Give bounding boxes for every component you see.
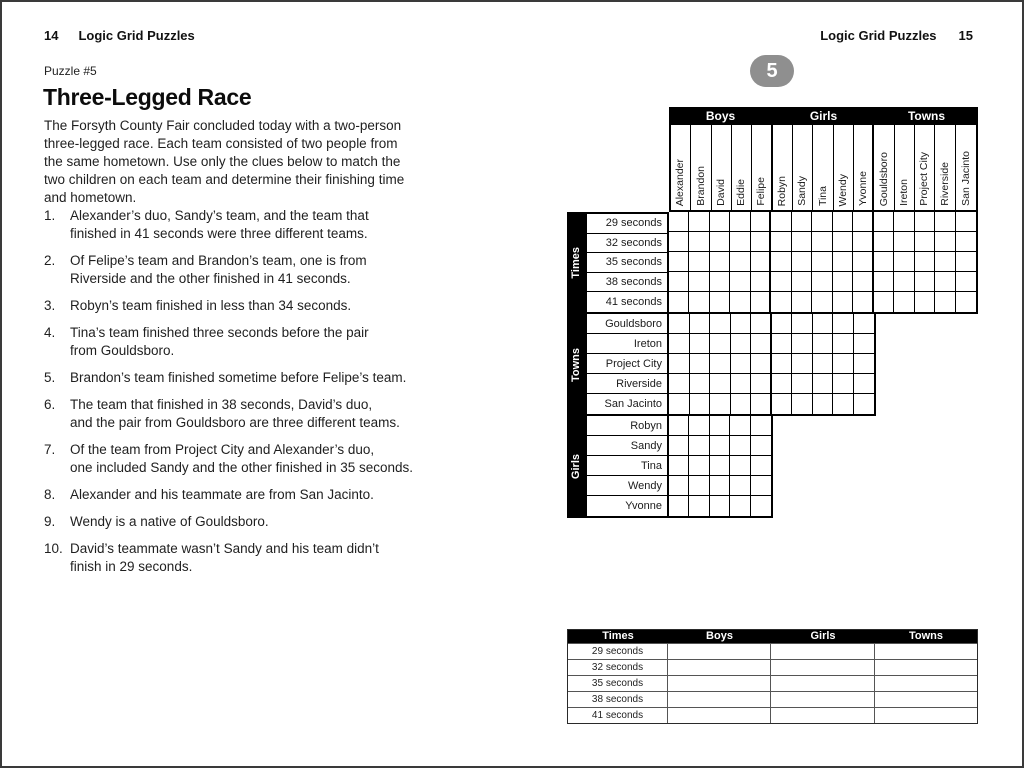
grid-cell[interactable] xyxy=(710,354,731,374)
grid-cell[interactable] xyxy=(853,292,873,312)
column-label: Yvonne xyxy=(856,170,869,206)
row-labels-towns xyxy=(585,314,669,416)
grid-cell[interactable] xyxy=(710,292,730,312)
grid-cell[interactable] xyxy=(956,212,976,232)
grid-cell[interactable] xyxy=(812,272,832,292)
grid-cell[interactable] xyxy=(689,496,709,516)
grid-cell[interactable] xyxy=(792,334,813,354)
puzzle-text-column xyxy=(44,117,504,585)
clue-number: 2. xyxy=(44,253,56,268)
answer-cell[interactable] xyxy=(668,659,771,675)
column-label: Eddie xyxy=(735,179,748,206)
grid-cell[interactable] xyxy=(874,232,894,252)
grid-cell[interactable] xyxy=(689,252,709,272)
grid-cell[interactable] xyxy=(751,436,771,456)
row-label: Tina xyxy=(587,456,667,476)
answer-cell[interactable] xyxy=(771,675,875,691)
answer-cell[interactable] xyxy=(875,643,977,659)
grid-cell[interactable] xyxy=(792,394,813,414)
grid-cell[interactable] xyxy=(731,394,752,414)
grid-cell[interactable] xyxy=(710,314,731,334)
puzzle-title: Three-Legged Race xyxy=(43,84,252,110)
grid-cell[interactable] xyxy=(915,252,935,272)
grid-cell[interactable] xyxy=(669,374,690,394)
row-label: Riverside xyxy=(587,374,667,394)
clue-item xyxy=(44,540,504,576)
grid-cell[interactable] xyxy=(690,334,711,354)
grid-cell[interactable] xyxy=(669,476,689,496)
answer-time-label: 35 seconds xyxy=(568,675,668,691)
answer-cell[interactable] xyxy=(771,659,875,675)
grid-cell[interactable] xyxy=(812,212,832,232)
grid-cell[interactable] xyxy=(833,292,853,312)
grid-cell[interactable] xyxy=(710,394,731,414)
grid-cell[interactable] xyxy=(751,374,772,394)
clue-number: 5. xyxy=(44,370,56,385)
grid-cell[interactable] xyxy=(710,334,731,354)
answer-time-label: 32 seconds xyxy=(568,659,668,675)
grid-cell[interactable] xyxy=(935,272,955,292)
left-running-head xyxy=(44,28,195,43)
grid-cell[interactable] xyxy=(669,334,690,354)
column-label: David xyxy=(715,179,728,206)
clue-number: 1. xyxy=(44,208,56,223)
grid-cell[interactable] xyxy=(894,272,914,292)
grid-cell[interactable] xyxy=(710,252,730,272)
row-label: Robyn xyxy=(587,416,667,436)
grid-cell[interactable] xyxy=(854,314,875,334)
grid-cell[interactable] xyxy=(710,272,730,292)
grid-cell[interactable] xyxy=(771,272,791,292)
clue-item xyxy=(44,513,504,531)
grid-cell[interactable] xyxy=(751,456,771,476)
grid-cell[interactable] xyxy=(710,416,730,436)
grid-column-labels xyxy=(669,125,978,212)
clue-item xyxy=(44,207,504,243)
grid-cell[interactable] xyxy=(669,292,689,312)
clue-text: Wendy is a native of Gouldsboro. xyxy=(70,514,269,529)
right-running-title: Logic Grid Puzzles xyxy=(820,28,937,43)
clue-text: and the pair from Gouldsboro are three different teams. xyxy=(70,415,400,430)
row-label: Wendy xyxy=(587,476,667,496)
column-label: Tina xyxy=(816,185,829,206)
grid-cell[interactable] xyxy=(669,212,689,232)
answer-time-label: 41 seconds xyxy=(568,707,668,723)
answer-cell[interactable] xyxy=(771,707,875,723)
grid-cell[interactable] xyxy=(894,292,914,312)
intro-line: The Forsyth County Fair concluded today with a two-person xyxy=(44,118,402,133)
clue-text: Of the team from Project City and Alexander’s duo, xyxy=(70,442,375,457)
grid-cell[interactable] xyxy=(874,252,894,272)
grid-cell[interactable] xyxy=(772,354,793,374)
clue-text: one included Sandy and the other finished in 35 seconds. xyxy=(70,460,413,475)
grid-cell[interactable] xyxy=(710,212,730,232)
answer-cell[interactable] xyxy=(875,691,977,707)
answer-cell[interactable] xyxy=(875,659,977,675)
grid-cell[interactable] xyxy=(710,476,730,496)
grid-cell[interactable] xyxy=(730,272,750,292)
grid-cell[interactable] xyxy=(689,272,709,292)
grid-cell[interactable] xyxy=(731,314,752,334)
grid-cell[interactable] xyxy=(915,272,935,292)
grid-block-times xyxy=(669,212,978,314)
right-page-number: 15 xyxy=(958,28,973,43)
grid-cell[interactable] xyxy=(689,212,709,232)
grid-cell[interactable] xyxy=(956,252,976,272)
clue-item xyxy=(44,441,504,477)
grid-cell[interactable] xyxy=(669,252,689,272)
grid-cell[interactable] xyxy=(772,374,793,394)
grid-cell[interactable] xyxy=(853,212,873,232)
grid-cell[interactable] xyxy=(833,212,853,232)
grid-cell[interactable] xyxy=(956,292,976,312)
grid-cell[interactable] xyxy=(792,232,812,252)
column-label: Alexander xyxy=(674,158,687,206)
grid-cell[interactable] xyxy=(710,456,730,476)
clue-number: 10. xyxy=(44,541,63,556)
column-group-girls: Girls xyxy=(809,109,838,123)
clue-number: 4. xyxy=(44,325,56,340)
grid-cell[interactable] xyxy=(833,374,854,394)
answer-cell[interactable] xyxy=(771,691,875,707)
clue-text: David’s teammate wasn’t Sandy and his team didn’t xyxy=(70,541,379,556)
grid-cell[interactable] xyxy=(751,252,771,272)
grid-cell[interactable] xyxy=(833,232,853,252)
grid-cell[interactable] xyxy=(669,354,690,374)
grid-cell[interactable] xyxy=(751,334,772,354)
row-label: 32 seconds xyxy=(587,234,667,254)
grid-cell[interactable] xyxy=(669,416,689,436)
grid-cell[interactable] xyxy=(731,374,752,394)
grid-cell[interactable] xyxy=(792,212,812,232)
row-group-tab-girls: Girls xyxy=(567,416,585,518)
grid-cell[interactable] xyxy=(813,354,834,374)
grid-cell[interactable] xyxy=(771,232,791,252)
clue-text: Tina’s team finished three seconds before the pair xyxy=(70,325,369,340)
grid-block-towns xyxy=(669,314,876,416)
grid-cell[interactable] xyxy=(874,272,894,292)
grid-cell[interactable] xyxy=(833,314,854,334)
grid-cell[interactable] xyxy=(915,232,935,252)
row-label: 38 seconds xyxy=(587,273,667,293)
grid-block-girls xyxy=(669,416,773,518)
answer-header-girls: Girls xyxy=(771,630,875,643)
grid-cell[interactable] xyxy=(792,374,813,394)
grid-cell[interactable] xyxy=(854,374,875,394)
grid-cell[interactable] xyxy=(771,292,791,312)
row-label: Project City xyxy=(587,354,667,374)
column-label: Sandy xyxy=(796,176,809,206)
grid-cell[interactable] xyxy=(854,394,875,414)
clue-item xyxy=(44,324,504,360)
grid-cell[interactable] xyxy=(730,496,750,516)
column-label: Felipe xyxy=(755,177,768,206)
clue-item xyxy=(44,297,504,315)
grid-cell[interactable] xyxy=(813,394,834,414)
grid-cell[interactable] xyxy=(853,232,873,252)
grid-cell[interactable] xyxy=(730,252,750,272)
grid-cell[interactable] xyxy=(792,292,812,312)
grid-cell[interactable] xyxy=(669,456,689,476)
column-label: Gouldsboro xyxy=(877,151,890,206)
row-labels-times xyxy=(585,212,669,314)
clue-text: Of Felipe’s team and Brandon’s team, one is from xyxy=(70,253,367,268)
grid-cell[interactable] xyxy=(812,252,832,272)
clue-number: 8. xyxy=(44,487,56,502)
grid-cell[interactable] xyxy=(894,232,914,252)
grid-cell[interactable] xyxy=(833,252,853,272)
clue-text: Brandon’s team finished sometime before Felipe’s team. xyxy=(70,370,407,385)
grid-cell[interactable] xyxy=(813,374,834,394)
grid-cell[interactable] xyxy=(669,394,690,414)
grid-cell[interactable] xyxy=(853,272,873,292)
grid-cell[interactable] xyxy=(833,354,854,374)
answer-cell[interactable] xyxy=(668,675,771,691)
grid-cell[interactable] xyxy=(689,476,709,496)
grid-cell[interactable] xyxy=(771,252,791,272)
grid-cell[interactable] xyxy=(689,436,709,456)
grid-cell[interactable] xyxy=(731,334,752,354)
grid-cell[interactable] xyxy=(730,456,750,476)
grid-cell[interactable] xyxy=(751,416,771,436)
grid-cell[interactable] xyxy=(730,476,750,496)
grid-cell[interactable] xyxy=(669,232,689,252)
grid-cell[interactable] xyxy=(854,354,875,374)
grid-cell[interactable] xyxy=(874,292,894,312)
answer-header-times: Times xyxy=(568,630,668,643)
left-page-number: 14 xyxy=(44,28,59,43)
answer-cell[interactable] xyxy=(875,675,977,691)
grid-cell[interactable] xyxy=(730,232,750,252)
column-label: Brandon xyxy=(694,166,707,206)
row-label: 41 seconds xyxy=(605,296,662,309)
column-group-boys: Boys xyxy=(705,109,736,123)
grid-cell[interactable] xyxy=(772,334,793,354)
column-label: Robyn xyxy=(776,175,789,206)
grid-cell[interactable] xyxy=(915,292,935,312)
right-running-head xyxy=(820,28,973,43)
clue-text: The team that finished in 38 seconds, David’s duo, xyxy=(70,397,373,412)
answer-header-towns: Towns xyxy=(875,630,977,643)
clue-item xyxy=(44,396,504,432)
intro-line: three-legged race. Each team consisted of two people from xyxy=(44,136,398,151)
column-label: Ireton xyxy=(898,179,911,206)
row-label: 35 seconds xyxy=(587,253,667,273)
grid-cell[interactable] xyxy=(751,354,772,374)
grid-cell[interactable] xyxy=(751,496,771,516)
grid-cell[interactable] xyxy=(894,212,914,232)
grid-cell[interactable] xyxy=(935,232,955,252)
grid-cell[interactable] xyxy=(956,272,976,292)
clue-text: Robyn’s team finished in less than 34 seconds. xyxy=(70,298,352,313)
grid-cell[interactable] xyxy=(689,456,709,476)
grid-cell[interactable] xyxy=(751,314,772,334)
grid-column-group-bar xyxy=(669,107,978,125)
grid-cell[interactable] xyxy=(689,292,709,312)
row-group-tab-towns: Towns xyxy=(567,314,585,416)
puzzle-intro xyxy=(44,117,504,207)
grid-cell[interactable] xyxy=(894,252,914,272)
grid-cell[interactable] xyxy=(751,292,771,312)
answer-cell[interactable] xyxy=(668,643,771,659)
row-label: Gouldsboro xyxy=(587,314,667,334)
grid-cell[interactable] xyxy=(730,436,750,456)
clue-text: Riverside and the other finished in 41 seconds. xyxy=(70,271,351,286)
intro-line: the same hometown. Use only the clues below to match the xyxy=(44,154,401,169)
column-label: Project City xyxy=(918,152,931,206)
clue-number: 3. xyxy=(44,298,56,313)
column-label: Riverside xyxy=(938,162,951,206)
grid-cell[interactable] xyxy=(730,292,750,312)
puzzle-number-badge: 5 xyxy=(750,55,794,87)
left-running-title: Logic Grid Puzzles xyxy=(78,28,195,43)
answer-time-label: 29 seconds xyxy=(568,643,668,659)
grid-cell[interactable] xyxy=(935,212,955,232)
intro-line: and hometown. xyxy=(44,190,137,205)
answer-cell[interactable] xyxy=(771,643,875,659)
grid-cell[interactable] xyxy=(854,334,875,354)
grid-cell[interactable] xyxy=(874,212,894,232)
column-label: San Jacinto xyxy=(959,151,972,206)
grid-cell[interactable] xyxy=(771,212,791,232)
row-group-tab-times: Times xyxy=(567,212,585,314)
grid-cell[interactable] xyxy=(710,232,730,252)
row-label: Yvonne xyxy=(625,500,662,512)
grid-cell[interactable] xyxy=(833,394,854,414)
grid-cell[interactable] xyxy=(915,212,935,232)
grid-cell[interactable] xyxy=(751,272,771,292)
grid-cell[interactable] xyxy=(792,354,813,374)
grid-cell[interactable] xyxy=(710,374,731,394)
grid-cell[interactable] xyxy=(812,292,832,312)
answer-cell[interactable] xyxy=(668,707,771,723)
clue-number: 7. xyxy=(44,442,56,457)
grid-cell[interactable] xyxy=(813,314,834,334)
grid-cell[interactable] xyxy=(710,496,730,516)
grid-cell[interactable] xyxy=(813,334,834,354)
grid-cell[interactable] xyxy=(935,252,955,272)
grid-cell[interactable] xyxy=(690,354,711,374)
answer-table xyxy=(567,629,978,724)
grid-cell[interactable] xyxy=(669,496,689,516)
answer-cell[interactable] xyxy=(668,691,771,707)
grid-cell[interactable] xyxy=(689,416,709,436)
grid-cell[interactable] xyxy=(853,252,873,272)
answer-header-boys: Boys xyxy=(668,630,771,643)
clue-text: Alexander’s duo, Sandy’s team, and the team that xyxy=(70,208,369,223)
grid-cell[interactable] xyxy=(689,232,709,252)
answer-time-label: 38 seconds xyxy=(568,691,668,707)
grid-cell[interactable] xyxy=(751,232,771,252)
grid-cell[interactable] xyxy=(792,272,812,292)
grid-cell[interactable] xyxy=(772,314,793,334)
grid-cell[interactable] xyxy=(690,394,711,414)
grid-cell[interactable] xyxy=(730,212,750,232)
grid-cell[interactable] xyxy=(730,416,750,436)
grid-cell[interactable] xyxy=(669,314,690,334)
grid-cell[interactable] xyxy=(833,334,854,354)
clue-text: Alexander and his teammate are from San Jacinto. xyxy=(70,487,374,502)
grid-cell[interactable] xyxy=(812,232,832,252)
grid-cell[interactable] xyxy=(935,292,955,312)
grid-cell[interactable] xyxy=(751,212,771,232)
answer-cell[interactable] xyxy=(875,707,977,723)
row-label: 29 seconds xyxy=(587,214,667,234)
clue-item xyxy=(44,369,504,387)
column-group-towns: Towns xyxy=(907,109,946,123)
grid-cell[interactable] xyxy=(792,314,813,334)
clue-item xyxy=(44,486,504,504)
grid-cell[interactable] xyxy=(690,374,711,394)
grid-cell[interactable] xyxy=(751,476,771,496)
puzzle-number-label: Puzzle #5 xyxy=(44,64,97,78)
row-label: Ireton xyxy=(587,334,667,354)
grid-cell[interactable] xyxy=(690,314,711,334)
grid-cell[interactable] xyxy=(710,436,730,456)
grid-cell[interactable] xyxy=(669,436,689,456)
intro-line: two children on each team and determine their finishing time xyxy=(44,172,405,187)
clue-text: finish in 29 seconds. xyxy=(70,559,193,574)
grid-cell[interactable] xyxy=(833,272,853,292)
grid-cell[interactable] xyxy=(669,272,689,292)
grid-cell[interactable] xyxy=(772,394,793,414)
row-labels-girls xyxy=(585,416,669,518)
clue-text: finished in 41 seconds were three different teams. xyxy=(70,226,368,241)
row-label: San Jacinto xyxy=(604,398,662,410)
grid-cell[interactable] xyxy=(792,252,812,272)
clue-item xyxy=(44,252,504,288)
grid-cell[interactable] xyxy=(956,232,976,252)
grid-cell[interactable] xyxy=(731,354,752,374)
row-label: Sandy xyxy=(587,436,667,456)
column-label: Wendy xyxy=(837,173,850,206)
grid-cell[interactable] xyxy=(751,394,772,414)
clue-text: from Gouldsboro. xyxy=(70,343,175,358)
clue-number: 6. xyxy=(44,397,56,412)
clue-number: 9. xyxy=(44,514,56,529)
